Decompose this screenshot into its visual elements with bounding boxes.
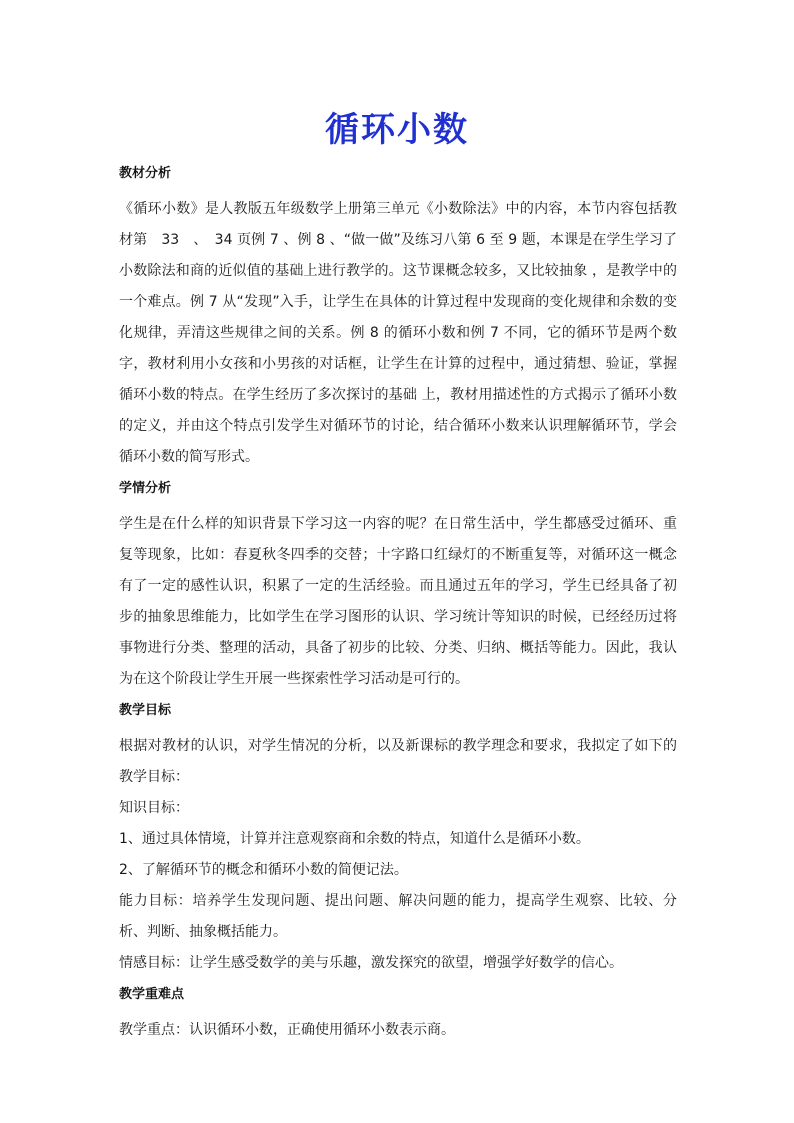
ability-goal: 能力目标：培养学生发现问题、提出问题、解决问题的能力，提高学生观察、比较、分析、判断、抽象概括能力。 [119, 893, 677, 940]
emotion-goal: 情感目标：让学生感受数学的美与乐趣，激发探究的欲望，增强学好数学的信心。 [119, 955, 623, 971]
section-student-analysis [119, 479, 677, 695]
section-key-difficulties [119, 985, 677, 1046]
document-title: 循环小数 [325, 110, 469, 150]
section-paragraph: 学生是在什么样的知识背景下学习这一内容的呢？在日常生活中，学生都感受过循环、重复等现象，比如：春夏秋冬四季的交替；十字路口红绿灯的不断重复等，对循环这一概念有了一定的感性认识，积累了一定的生活经验。而且通过五年的学习，学生已经具备了初步的抽象思维能力，比如学生在学习图形的认识、学习统计等知识的时候，已经经历过将事物进行分类、整理的活动，具备了初步的比较、分类、归纳、概括等能力。因此，我认为在这个阶段让学生开展一些探索性学习活动是可行的。 [119, 516, 677, 687]
section-heading: 教材分析 [119, 166, 172, 181]
knowledge-goal-1: 1、通过具体情境，计算并注意观察商和余数的特点，知道什么是循环小数。 [119, 831, 590, 847]
knowledge-goal-label: 知识目标： [119, 800, 189, 816]
goals-intro: 根据对教材的认识，对学生情况的分析，以及新课标的教学理念和要求，我拟定了如下的教学目标： [119, 738, 677, 785]
section-heading: 教学目标 [119, 703, 172, 718]
section-teaching-goals [119, 701, 677, 979]
document-body [119, 164, 677, 1048]
teaching-key-point: 教学重点：认识循环小数，正确使用循环小数表示商。 [119, 1022, 455, 1038]
section-heading: 教学重难点 [119, 987, 185, 1002]
section-paragraph: 《循环小数》是人教版五年级数学上册第三单元《小数除法》中的内容，本节内容包括教材第 33 、 34 页例 7 、例 8 、“做一做”及练习八第 6 至 9 题，本课是在学生学习了小数除法和商的近似值的基础上进行教学的。这节课概念较多，又比较抽象 ，是教学中的一个难点。例 7 从“发现”入手，让学生在具体的计算过程中发现商的变化规律和余数的变化规律，弄清这些规律之间的关系。例 8 的循环小数和例 7 不同，它的循环节是两个数字，教材利用小女孩和小男孩的对话框，让学生在计算的过程中，通过猜想、验证，掌握循环小数的特点。在学生经历了多次探讨的基础 上，教材用描述性的方式揭示了循环小数的定义，并由这个特点引发学生对循环节的讨论，结合循环小数来认识理解循环节，学会循环小数的简写形式。 [119, 201, 677, 465]
knowledge-goal-2: 2、了解循环节的概念和循环小数的简便记法。 [119, 862, 408, 878]
section-textbook-analysis [119, 164, 677, 473]
section-heading: 学情分析 [119, 481, 172, 496]
